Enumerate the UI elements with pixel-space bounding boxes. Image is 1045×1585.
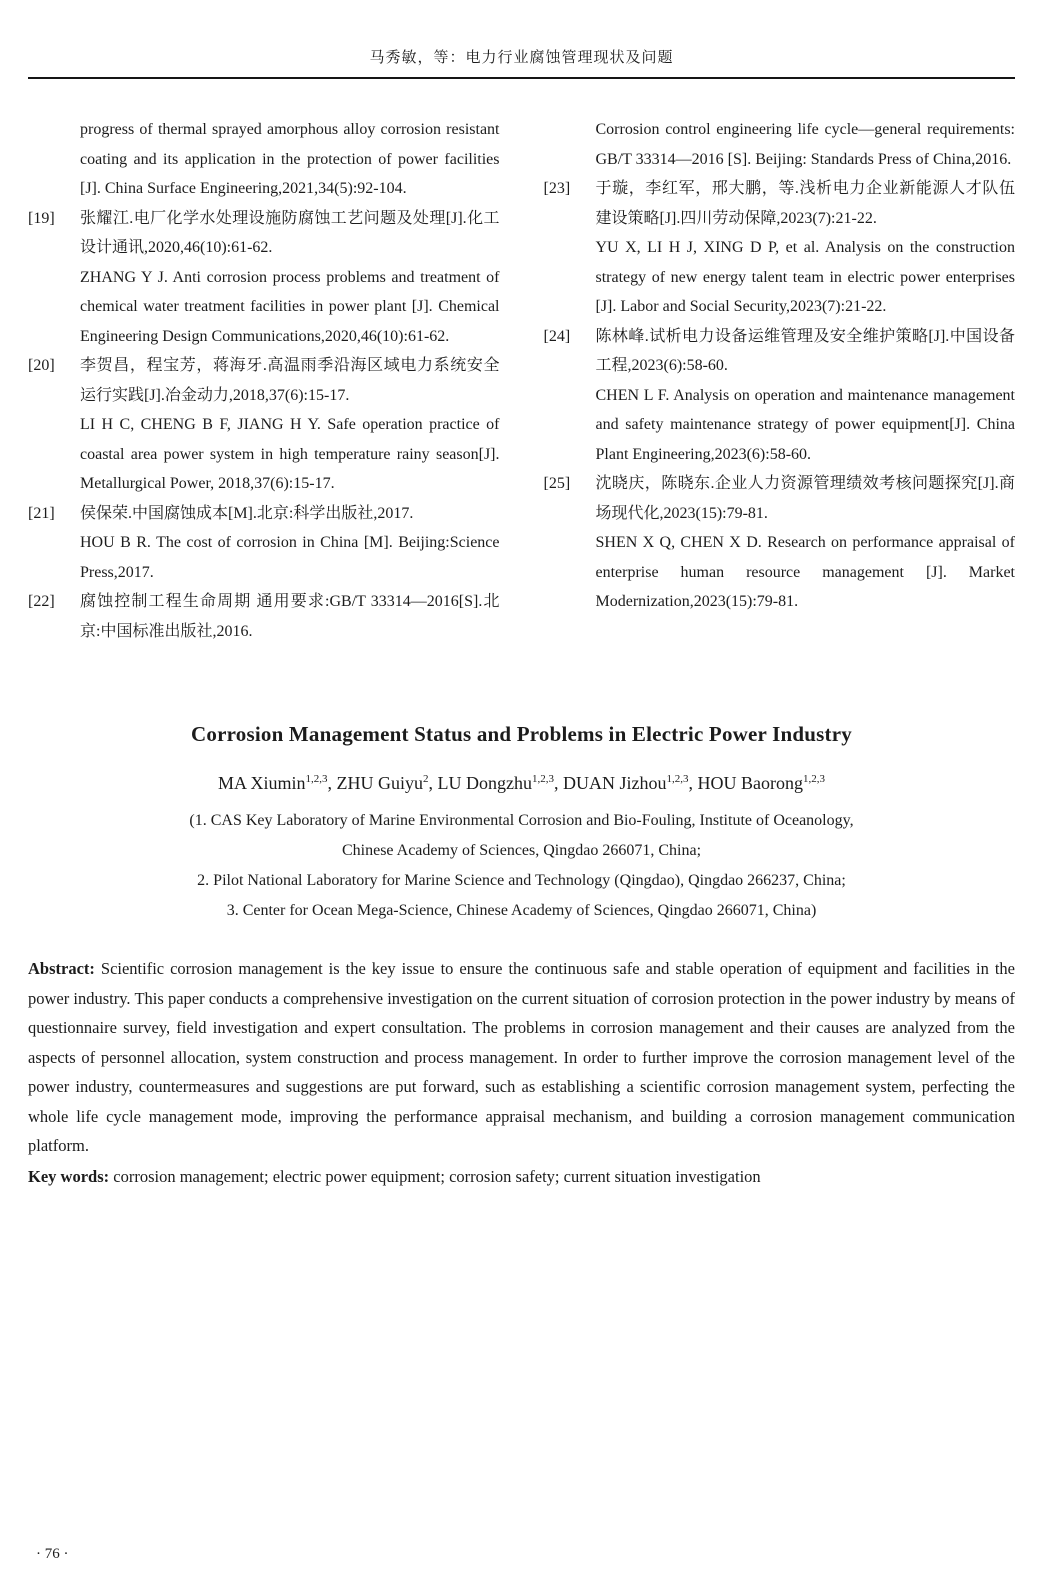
keywords-label: Key words: — [28, 1166, 110, 1186]
reference-number: [20] — [28, 357, 55, 374]
references-section — [28, 115, 1015, 646]
author-affiliation-superscript: 2 — [423, 773, 429, 785]
reference-entry — [544, 322, 1016, 470]
reference-entry — [28, 351, 500, 499]
abstract-text: Scientific corrosion management is the key issue to ensure the continuous safe and stable operation of equipment and facilities in the power industry. This paper conducts a comprehensive investigation on the current situation of corrosion protection in the power industry by means of questionnaire survey, field investigation and expert consultation. The problems in corrosion management and their causes are analyzed from the aspects of personnel allocation, system construction and process management. In order to further improve the corrosion management level of the power industry, countermeasures and suggestions are put forward, such as establishing a scientific corrosion management system, perfecting the whole life cycle management mode, improving the performance appraisal mechanism, and building a corrosion management communication platform. — [28, 959, 1016, 1155]
authors-line: MA Xiumin$^{1,2,3}$, ZHU Guiyu$^2$, LU Dongzhu$^{1,2,3}$, DUAN Jizhou$^{1,2,3}$, HOU Baorong$^{1,2,3}$ — [218, 773, 825, 793]
reference-entry — [544, 115, 1016, 174]
reference-text — [596, 322, 1016, 470]
reference-paragraph: CHEN L F. Analysis on operation and maintenance management and safety maintenance strategy of power equipment[J]. China Plant Engineering,2023(6):58-60. — [595, 386, 1015, 463]
reference-text — [596, 174, 1016, 322]
reference-entry — [544, 469, 1016, 617]
author-affiliation-superscript: 1,2,3 — [803, 773, 825, 785]
keywords-block — [28, 1162, 1015, 1192]
affiliation-line: (1. CAS Key Laboratory of Marine Environmental Corrosion and Bio-Fouling, Institute of Oceanology, — [189, 812, 854, 829]
reference-paragraph: HOU B R. The cost of corrosion in China [M]. Beijing:Science Press,2017. — [80, 534, 500, 581]
reference-entry — [28, 204, 500, 352]
reference-text — [80, 115, 500, 204]
affiliation-line: 3. Center for Ocean Mega-Science, Chinese Academy of Sciences, Qingdao 266071, China) — [226, 902, 817, 919]
author-affiliation-superscript: 1,2,3 — [532, 773, 554, 785]
reference-paragraph: YU X, LI H J, XING D P, et al. Analysis on the construction strategy of new energy talent team in electric power enterprises [J]. Labor and Social Security,2023(7):21-22. — [595, 239, 1015, 315]
reference-text — [80, 499, 500, 588]
reference-entry — [28, 115, 500, 204]
reference-paragraph: 李贺昌，程宝芳，蒋海牙.高温雨季沿海区域电力系统安全运行实践[J].冶金动力,2018,37(6):15-17. — [80, 357, 500, 404]
affiliation-line: 2. Pilot National Laboratory for Marine Science and Technology (Qingdao), Qingdao 266237, China; — [197, 872, 846, 889]
author-name: DUAN Jizhou$^{1,2,3}$ — [563, 773, 689, 793]
abstract-block — [28, 954, 1015, 1161]
reference-number: [19] — [28, 209, 55, 227]
affiliation-line: Chinese Academy of Sciences, Qingdao 266071, China; — [341, 842, 702, 859]
reference-paragraph: ZHANG Y J. Anti corrosion process problems and treatment of chemical water treatment facilities in power plant [J]. Chemical Engineering Design Communications,2020,46(10):61-62. — [80, 268, 500, 345]
keywords-text: corrosion management; electric power equipment; corrosion safety; current situation investigation — [113, 1166, 761, 1186]
author-name: MA Xiumin$^{1,2,3}$ — [218, 773, 328, 793]
author-name: LU Dongzhu$^{1,2,3}$ — [437, 773, 554, 793]
reference-text — [596, 469, 1016, 617]
reference-text — [596, 115, 1016, 174]
reference-number: [25] — [543, 475, 571, 492]
header-rule — [28, 77, 1015, 79]
abstract-label: Abstract: — [28, 959, 95, 978]
reference-text — [80, 351, 500, 499]
reference-number: [22] — [28, 593, 55, 610]
reference-paragraph: 腐蚀控制工程生命周期 通用要求:GB/T 33314—2016[S].北京:中国标准出版社,2016. — [80, 593, 500, 640]
reference-number: [24] — [543, 327, 571, 345]
reference-paragraph: Corrosion control engineering life cycle—general requirements: GB/T 33314—2016 [S]. Beijing: Standards Press of China,2016. — [595, 121, 1015, 168]
reference-paragraph: 侯保荣.中国腐蚀成本[M].北京:科学出版社,2017. — [80, 504, 414, 522]
author-name: HOU Baorong$^{1,2,3}$ — [697, 773, 825, 793]
references-left-column — [28, 115, 500, 646]
author-affiliation-superscript: 1,2,3 — [305, 773, 328, 785]
reference-text — [80, 204, 500, 352]
article-title-english: Corrosion Management Status and Problems in Electric Power Industry — [191, 722, 852, 746]
reference-paragraph: 张耀江.电厂化学水处理设施防腐蚀工艺问题及处理[J].化工设计通讯,2020,46(10):61-62. — [80, 209, 500, 256]
running-header: 马秀敏，等：电力行业腐蚀管理现状及问题 — [369, 50, 674, 66]
page-number: · 76 · — [36, 1546, 69, 1562]
affiliations-block — [28, 806, 1015, 926]
reference-paragraph: progress of thermal sprayed amorphous alloy corrosion resistant coating and its application in the protection of power facilities [J]. China Surface Engineering,2021,34(5):92-104. — [80, 121, 500, 197]
author-affiliation-superscript: 1,2,3 — [666, 773, 689, 785]
reference-text — [80, 587, 500, 646]
reference-number — [28, 115, 80, 204]
reference-paragraph: LI H C, CHENG B F, JIANG H Y. Safe operation practice of coastal area power system in high temperature rainy season[J]. Metallurgical Power, 2018,37(6):15-17. — [80, 416, 500, 492]
author-name: ZHU Guiyu$^2$ — [336, 773, 429, 793]
reference-number: [23] — [543, 180, 571, 197]
reference-entry — [544, 174, 1016, 322]
references-right-column — [544, 115, 1016, 646]
reference-paragraph: 陈林峰.试析电力设备运维管理及安全维护策略[J].中国设备工程,2023(6):58-60. — [595, 327, 1015, 374]
reference-paragraph: 于璇，李红军，邢大鹏，等.浅析电力企业新能源人才队伍建设策略[J].四川劳动保障,2023(7):21-22. — [595, 180, 1015, 227]
reference-number: [21] — [28, 504, 55, 522]
reference-paragraph: SHEN X Q, CHEN X D. Research on performance appraisal of enterprise human resource management [J]. Market Modernization,2023(15):79-81. — [595, 534, 1015, 610]
reference-number — [544, 115, 596, 174]
reference-paragraph: 沈晓庆，陈晓东.企业人力资源管理绩效考核问题探究[J].商场现代化,2023(15):79-81. — [595, 475, 1015, 522]
reference-entry — [28, 587, 500, 646]
reference-entry — [28, 499, 500, 588]
